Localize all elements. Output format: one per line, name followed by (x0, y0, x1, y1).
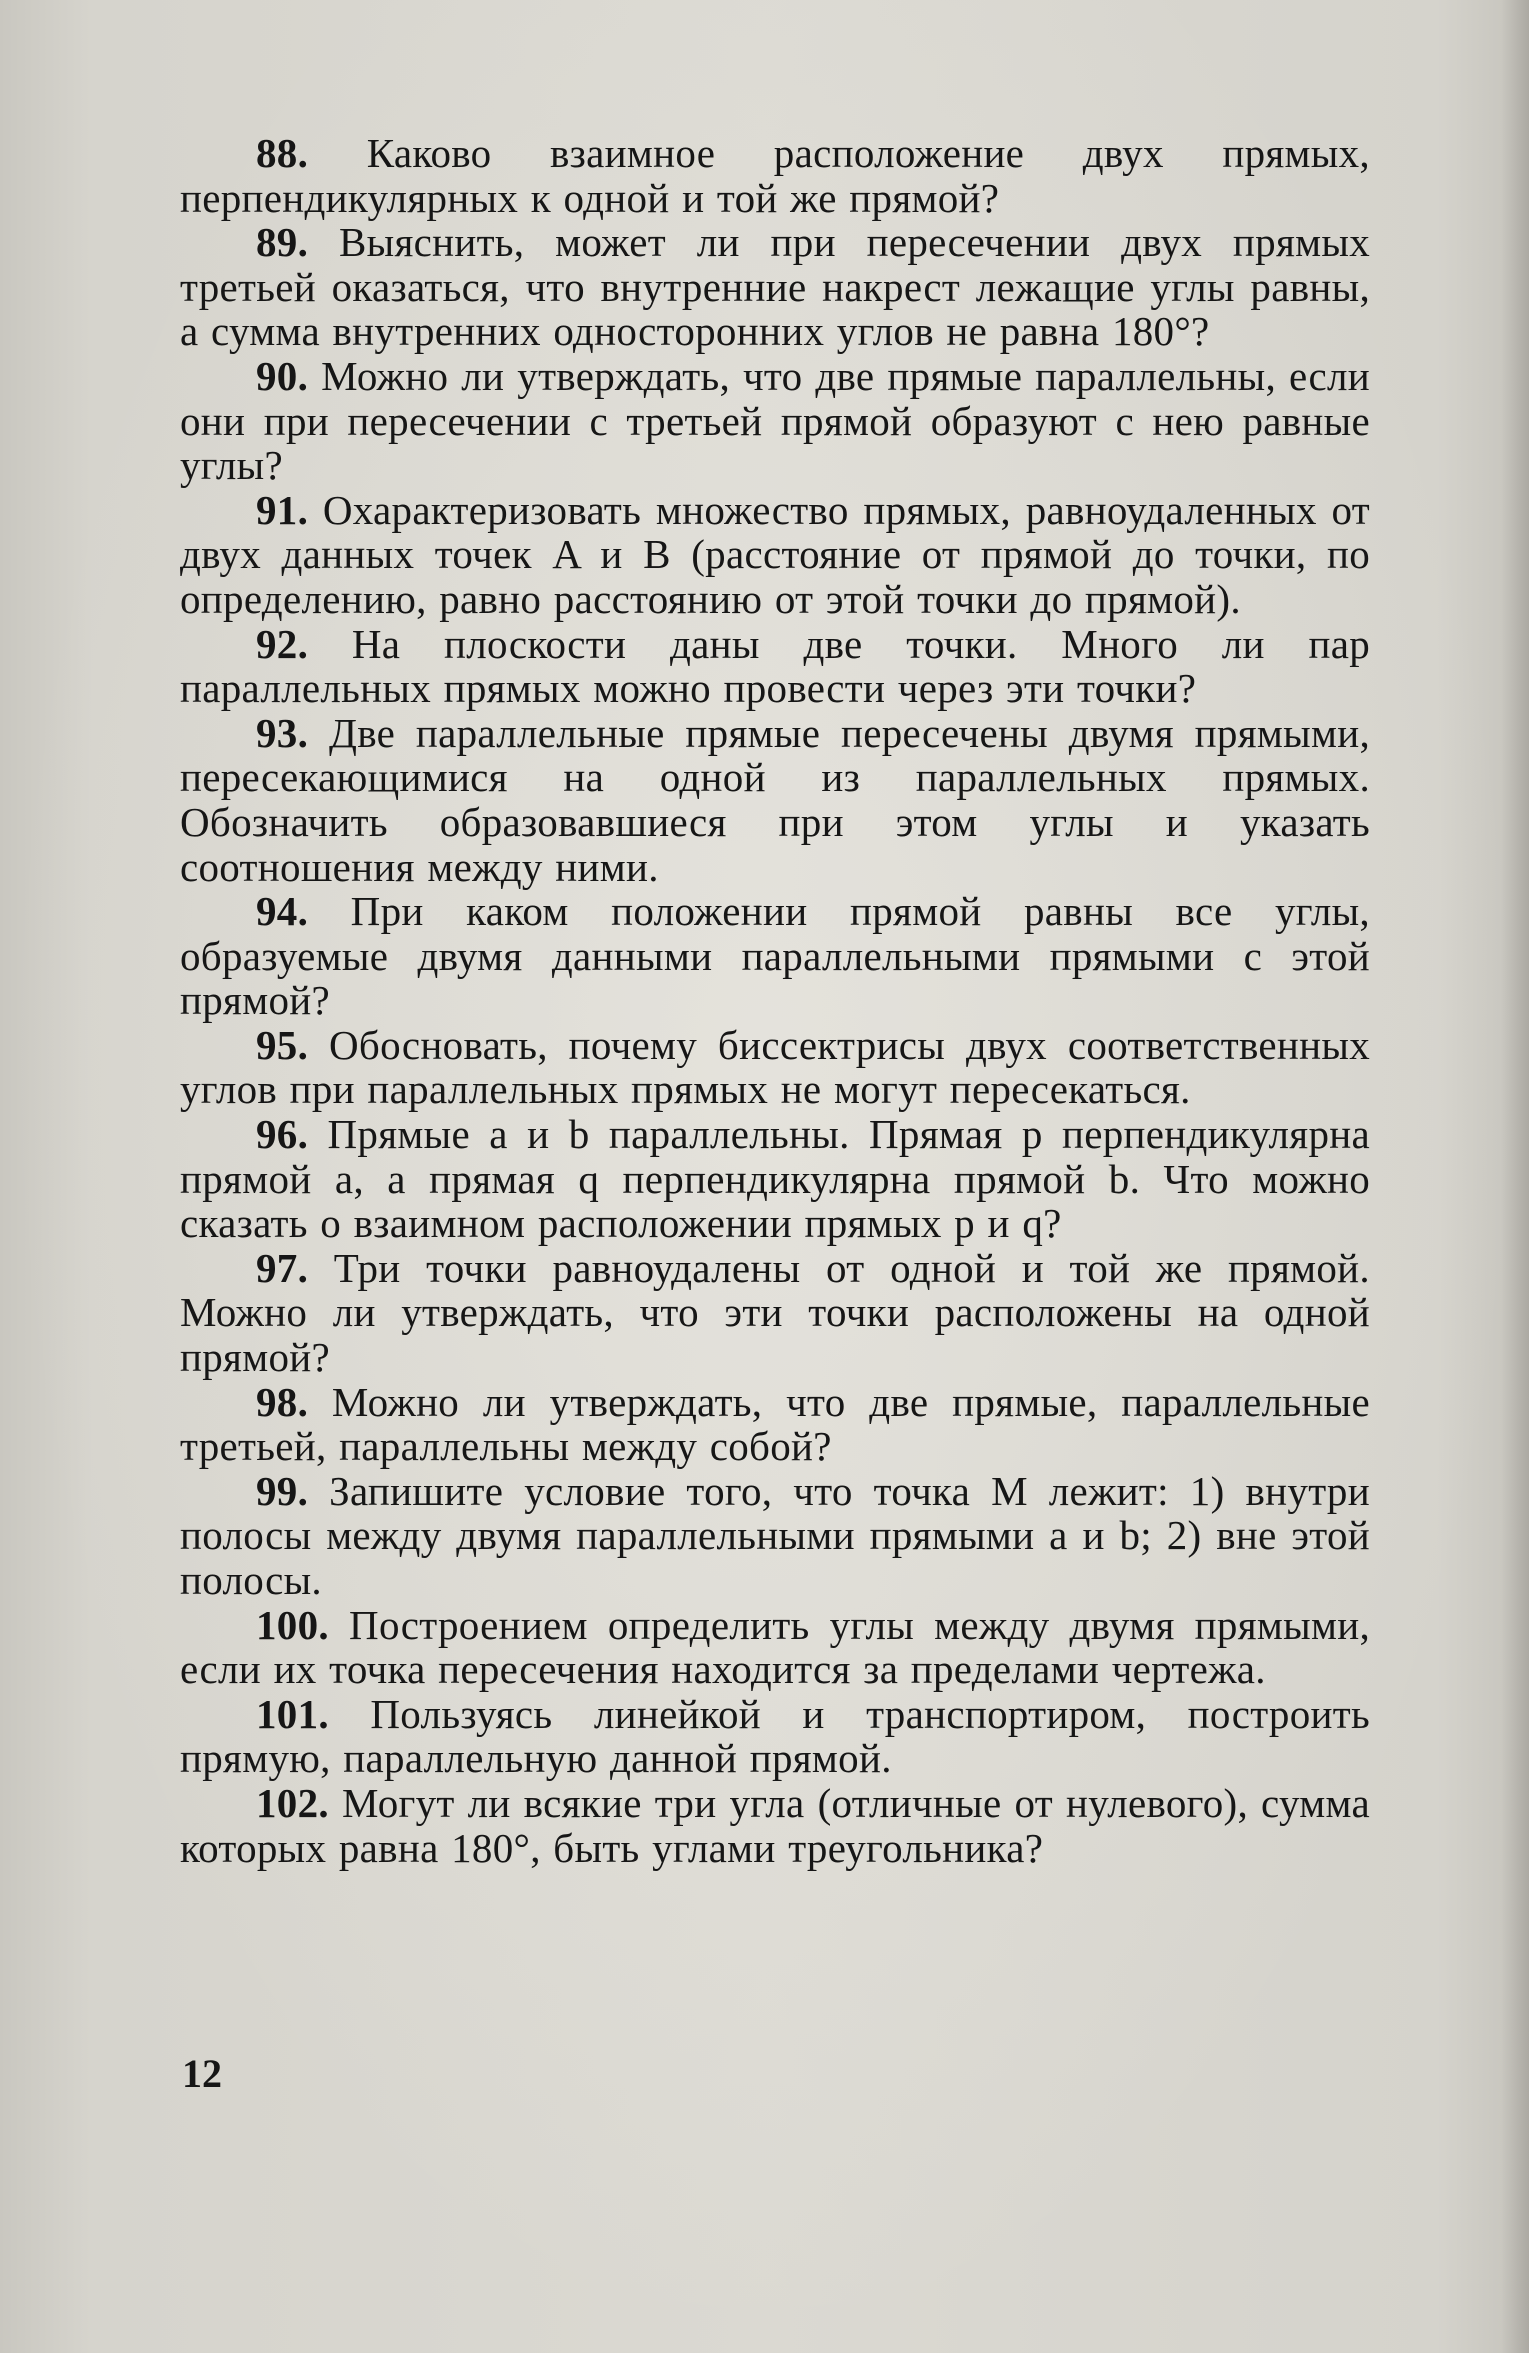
problem-91 (180, 488, 1370, 622)
problem-text: Каково взаимное расположение двух прямых, перпендикулярных к одной и той же прямой? (180, 130, 1370, 221)
problem-list (180, 131, 1370, 1870)
problem-text: Запишите условие того, что точка M лежит: 1) внутри полосы между двумя параллельными прямыми a и b; 2) вне этой полосы. (180, 1467, 1370, 1603)
problem-number: 95. (256, 1021, 309, 1068)
problem-number: 90. (256, 352, 309, 399)
page-number: 12 (182, 2051, 222, 2096)
problem-number: 92. (256, 620, 309, 667)
problem-94 (180, 889, 1370, 1023)
problem-text: Обосновать, почему биссектрисы двух соответственных углов при параллельных прямых не могут пересекаться. (180, 1021, 1370, 1113)
problem-number: 91. (256, 486, 309, 533)
problem-98 (180, 1380, 1370, 1469)
problem-number: 99. (256, 1467, 309, 1514)
problem-90 (180, 354, 1370, 488)
problem-102 (180, 1781, 1370, 1870)
problem-text: На плоскости даны две точки. Много ли пар параллельных прямых можно провести через эти точки? (180, 620, 1370, 712)
problem-93 (180, 711, 1370, 889)
problem-89 (180, 220, 1370, 354)
problem-text: Охарактеризовать множество прямых, равноудаленных от двух данных точек A и B (расстояние от прямой до точки, по определению, равно расстоянию от этой точки до прямой). (180, 486, 1370, 622)
problem-number: 96. (256, 1111, 309, 1158)
problem-number: 98. (256, 1378, 309, 1425)
problem-number: 94. (256, 888, 309, 935)
problem-88 (180, 131, 1370, 220)
problem-text: Могут ли всякие три угла (отличные от нулевого), сумма которых равна 180°, быть углами треугольника? (180, 1779, 1370, 1871)
problem-number: 88. (256, 130, 309, 176)
problem-text: Прямые a и b параллельны. Прямая p перпендикулярна прямой a, а прямая q перпендикулярна прямой b. Что можно сказать о взаимном расположении прямых p и q? (180, 1111, 1370, 1247)
problem-number: 100. (256, 1601, 329, 1648)
problem-text: Можно ли утверждать, что две прямые параллельны, если они при пересечении с третьей прямой образуют с нею равные углы? (180, 352, 1370, 489)
problem-96 (180, 1112, 1370, 1246)
problem-text: Построением определить углы между двумя прямыми, если их точка пересечения находится за пределами чертежа. (180, 1601, 1370, 1693)
problem-number: 93. (256, 709, 309, 756)
problem-97 (180, 1246, 1370, 1380)
problem-text: Две параллельные прямые пересечены двумя прямыми, пересекающимися на одной из параллельных прямых. Обозначить образовавшиеся при этом углы и указать соотношения между ними. (180, 709, 1370, 890)
problem-text: Три точки равноудалены от одной и той же прямой. Можно ли утверждать, что эти точки расположены на одной прямой? (180, 1244, 1370, 1381)
problem-number: 89. (256, 219, 309, 266)
problem-100 (180, 1603, 1370, 1692)
problem-text: Можно ли утверждать, что две прямые, параллельные третьей, параллельны между собой? (180, 1378, 1370, 1470)
problem-95 (180, 1023, 1370, 1112)
problem-text: При каком положении прямой равны все углы, образуемые двумя данными параллельными прямыми с этой прямой? (180, 888, 1370, 1024)
problem-number: 101. (256, 1690, 329, 1737)
problem-92 (180, 622, 1370, 711)
problem-99 (180, 1469, 1370, 1603)
problem-text: Пользуясь линейкой и транспортиром, построить прямую, параллельную данной прямой. (180, 1690, 1370, 1782)
problem-number: 97. (256, 1244, 309, 1291)
problem-101 (180, 1692, 1370, 1781)
problem-number: 102. (256, 1779, 329, 1826)
problem-text: Выяснить, может ли при пересечении двух прямых третьей оказаться, что внутренние накрест лежащие углы равны, а сумма внутренних односторонних углов не равна 180°? (180, 219, 1370, 355)
